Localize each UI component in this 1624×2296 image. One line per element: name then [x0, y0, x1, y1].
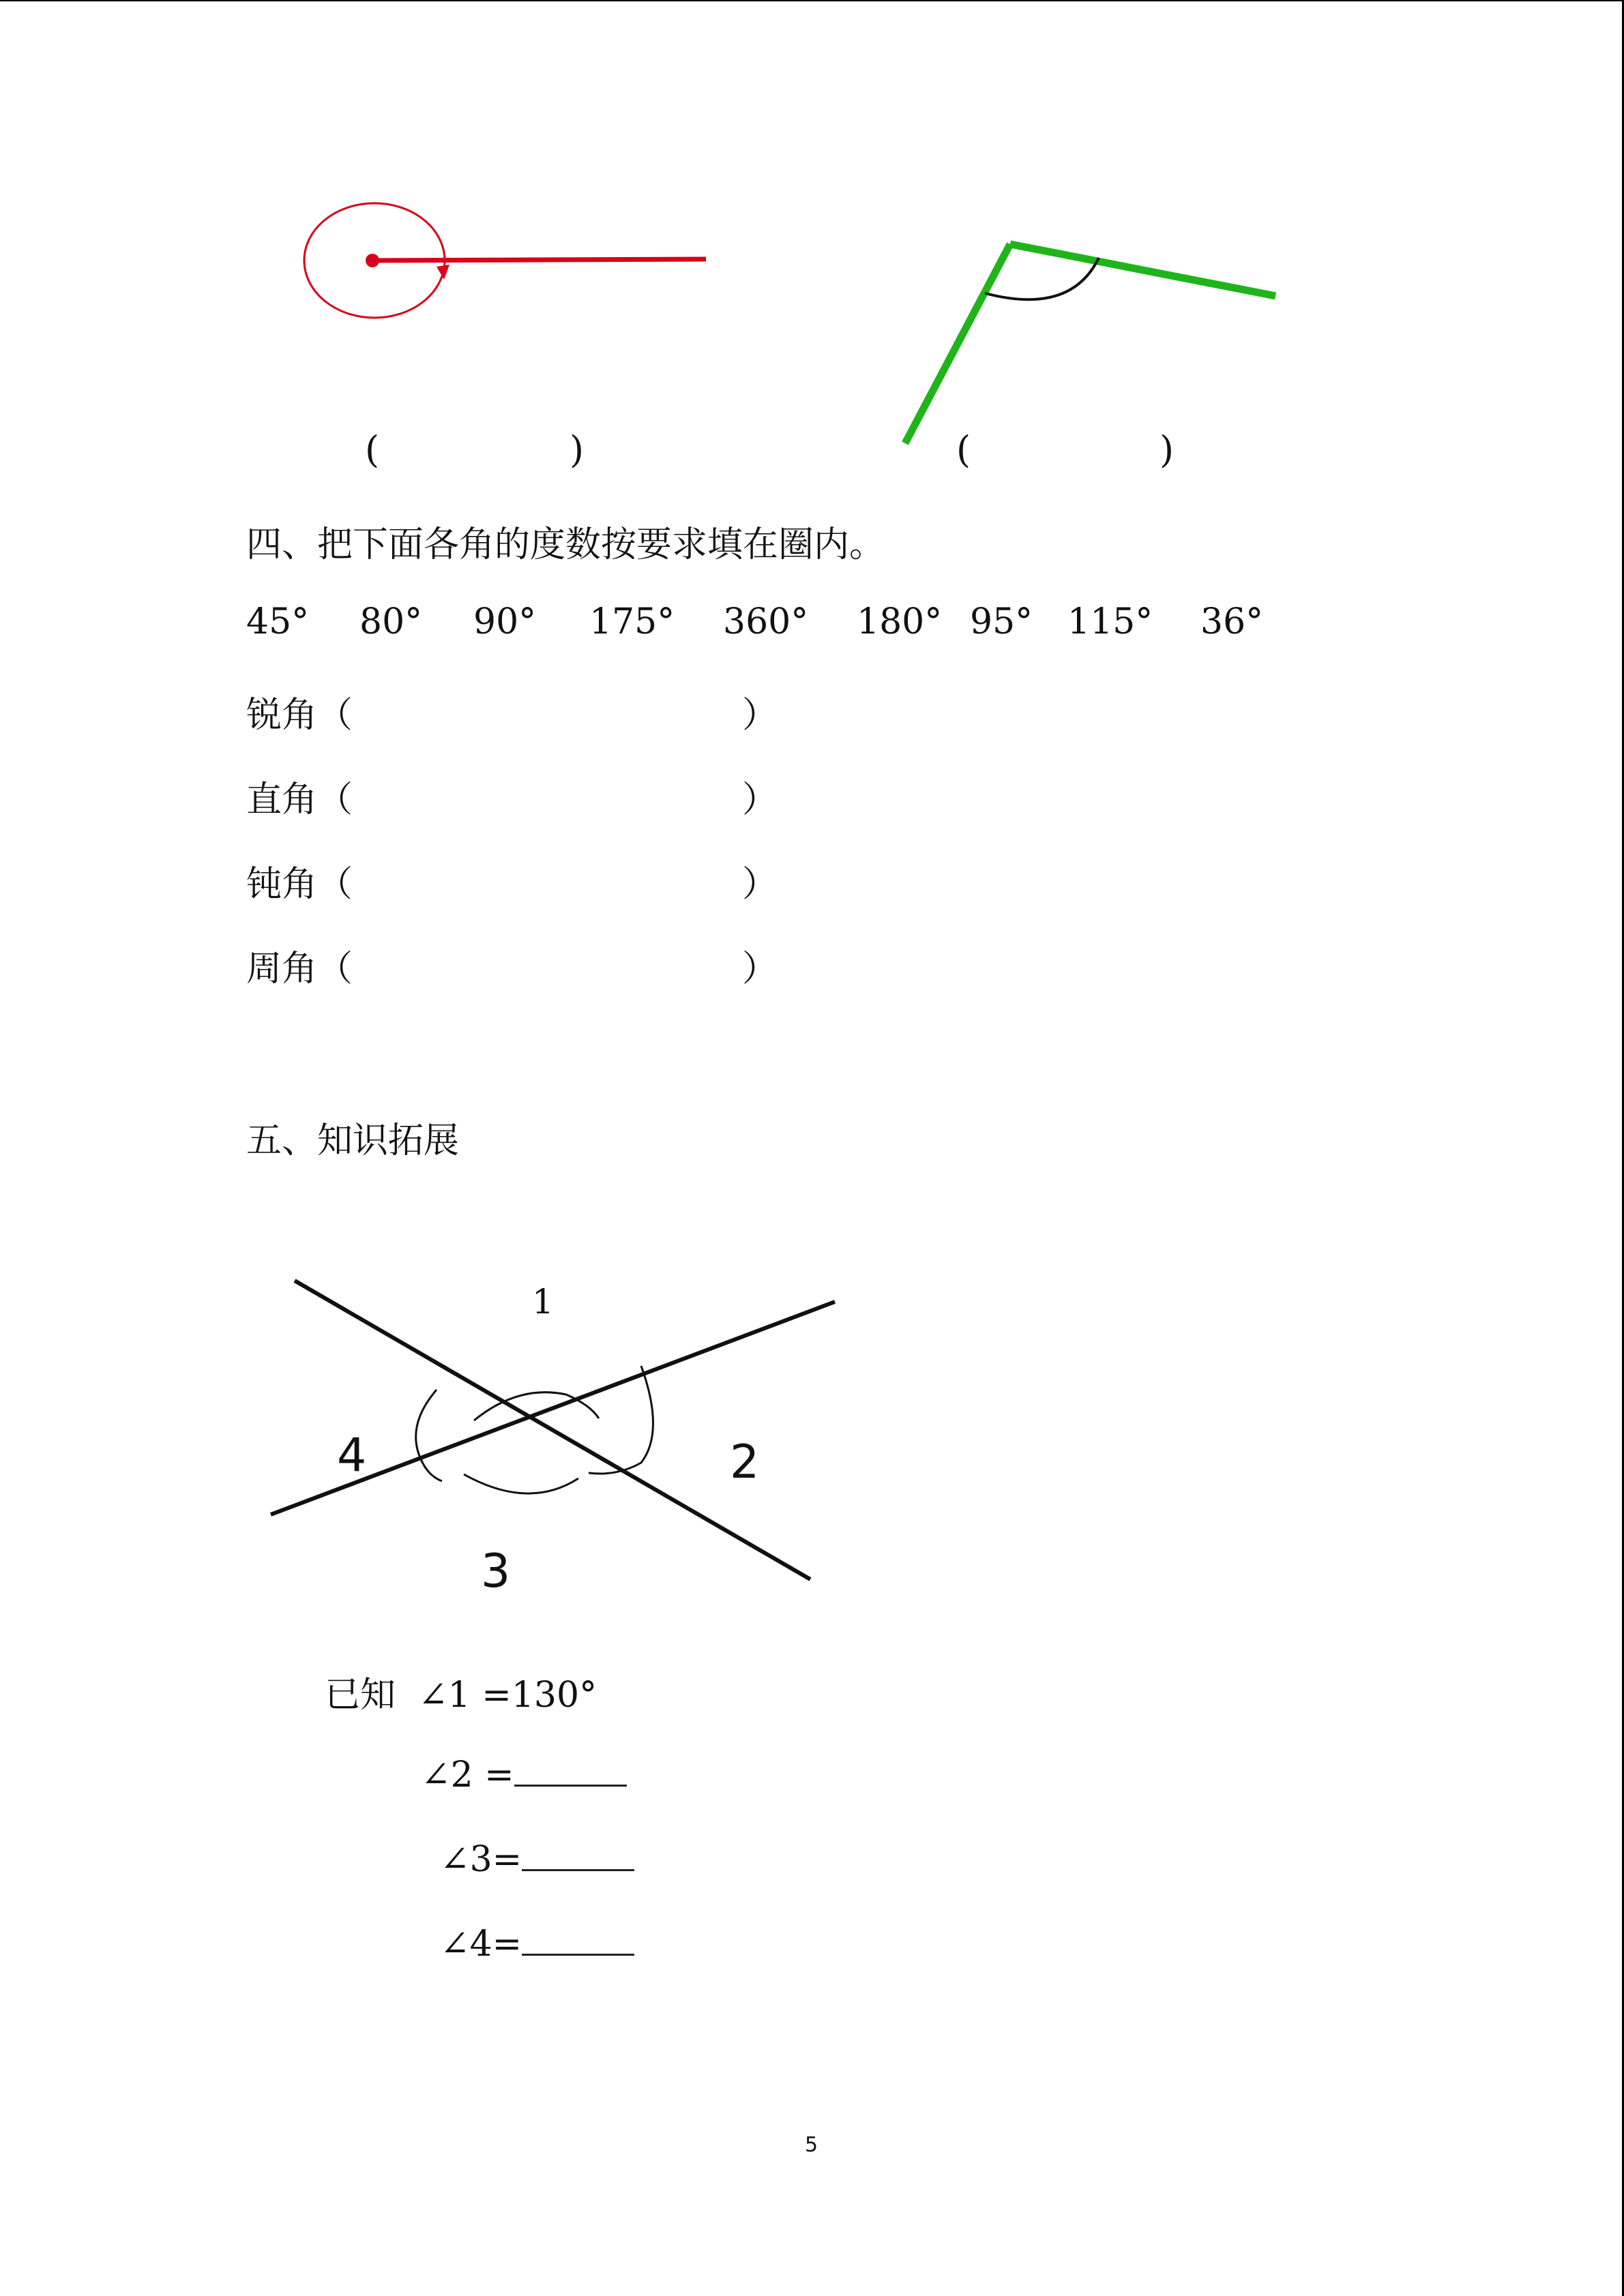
- angle-4-arc: [416, 1390, 442, 1481]
- full-angle-label: 周角（: [246, 949, 353, 989]
- round-angle-vertex: [366, 254, 379, 267]
- degree-360: 360°: [723, 601, 809, 642]
- given-prefix: 已知: [325, 1675, 396, 1716]
- unknown-angle-3: [440, 1835, 634, 1880]
- round-angle-ray: [372, 259, 706, 260]
- obtuse-angle-figure: [905, 244, 1275, 443]
- acute-angle-label: 锐角（: [246, 695, 353, 736]
- unknown-angle-4: [440, 1920, 634, 1965]
- acute-angle-close: ）: [742, 695, 778, 736]
- angle-2-label: 2: [730, 1435, 760, 1489]
- obtuse-angle-paren-close: ): [1160, 428, 1175, 471]
- given-value: =130°: [482, 1675, 597, 1716]
- round-angle-paren-close: ): [570, 428, 585, 471]
- given-angle: ∠1: [418, 1675, 471, 1716]
- round-angle-paren-open: (: [365, 428, 380, 471]
- obtuse-angle-paren-open: (: [956, 428, 971, 471]
- unknown-angle-3-label: ∠3=: [440, 1839, 522, 1880]
- unknown-angle-4-label: ∠4=: [440, 1924, 522, 1965]
- degree-175: 175°: [589, 601, 675, 642]
- degree-180: 180°: [857, 601, 943, 642]
- angle-4-label: 4: [337, 1429, 367, 1482]
- answer-blank-4[interactable]: [522, 1920, 634, 1956]
- full-angle-close: ）: [742, 949, 778, 989]
- angle-3-label: 3: [481, 1545, 511, 1598]
- round-angle-figure: [304, 203, 706, 318]
- unknown-angle-2-label: ∠2 =: [421, 1755, 514, 1795]
- line-a: [295, 1281, 810, 1579]
- round-angle-arrowhead: [437, 265, 449, 280]
- angle-3-arc: [464, 1474, 578, 1493]
- angle-1-label: 1: [532, 1282, 554, 1322]
- obtuse-angle-close: ）: [742, 864, 778, 905]
- obtuse-angle-label: 钝角（: [246, 864, 353, 905]
- degree-45: 45°: [246, 601, 310, 642]
- given-statement: [325, 1666, 597, 1717]
- unknown-angle-2: [421, 1750, 627, 1795]
- section5-title: 五、知识拓展: [246, 1120, 460, 1161]
- page-number: 5: [805, 2133, 818, 2157]
- right-angle-close: ）: [742, 779, 778, 820]
- obtuse-angle-ray-left: [905, 244, 1010, 443]
- degree-80: 80°: [359, 601, 423, 642]
- answer-blank-2[interactable]: [514, 1750, 627, 1787]
- obtuse-angle-ray-right: [1010, 244, 1275, 296]
- answer-blank-3[interactable]: [522, 1835, 634, 1871]
- degree-95: 95°: [970, 601, 1033, 642]
- right-angle-label: 直角（: [246, 779, 353, 820]
- section4-title: 四、把下面各角的度数按要求填在圈内。: [246, 524, 885, 565]
- degree-115: 115°: [1067, 601, 1153, 642]
- degree-90: 90°: [473, 601, 537, 642]
- degree-36: 36°: [1200, 601, 1264, 642]
